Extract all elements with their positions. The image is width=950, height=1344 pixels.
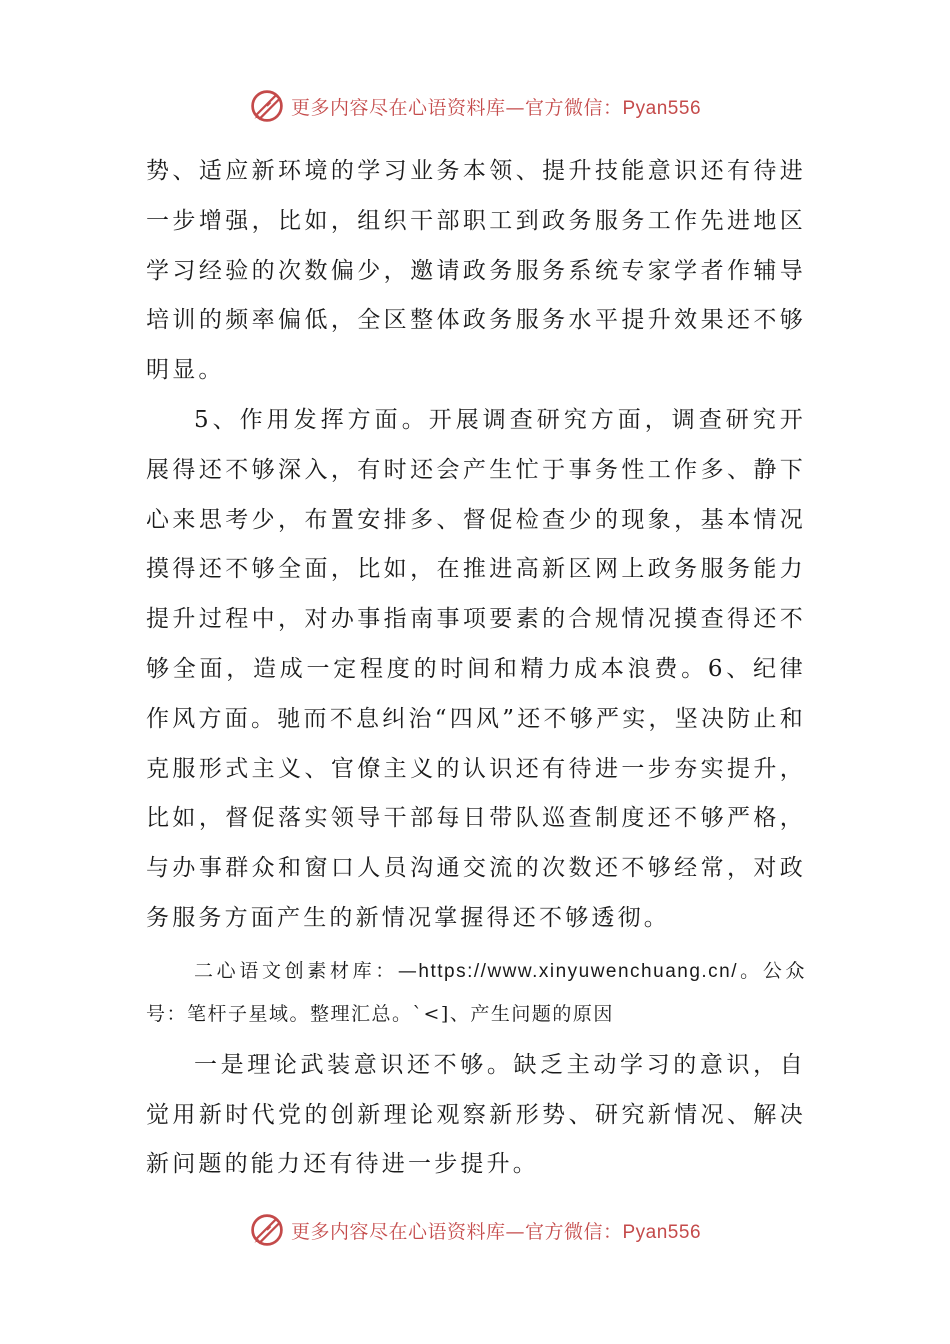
wechat-id: Pyan556 [622, 97, 702, 119]
pen-seal-logo-icon [249, 1212, 285, 1248]
wechat-id: Pyan556 [622, 1221, 702, 1243]
source-url: https://www.xinyuwenchuang.cn/ [418, 960, 739, 982]
document-body [146, 147, 806, 1190]
paragraph-continued: 势、适应新环境的学习业务本领、提升技能意识还有待进一步增强，比如，组织干部职工到政务服务工作先进地区学习经验的次数偏少，邀请政务服务系统专家学者作辅导培训的频率偏低，全区整体政务服务水平提升效果还不够明显。 [146, 158, 806, 384]
banner-text: 更多内容尽在心语资料库—官方微信：Pyan556 [290, 1220, 702, 1243]
banner-text: 更多内容尽在心语资料库—官方微信：Pyan556 [290, 96, 702, 119]
paragraph-cause-one: 一是理论武装意识还不够。缺乏主动学习的意识，自觉用新时代党的创新理论观察新形势、研究新情况、解决新问题的能力还有待进一步提升。 [146, 1051, 806, 1178]
source-note: 二心语文创素材库：—https://www.xinyuwenchuang.cn/。公众号：笔杆子星域。整理汇总。`<]、产生问题的原因 [146, 959, 806, 1025]
footer-banner [0, 1208, 950, 1252]
pen-seal-logo-icon [249, 88, 285, 124]
header-banner [0, 84, 950, 128]
paragraph-role-and-discipline: 5、作用发挥方面。开展调查研究方面，调查研究开展得还不够深入，有时还会产生忙于事务性工作多、静下心来思考少，布置安排多、督促检查少的现象，基本情况摸得还不够全面，比如，在推进高新区网上政务服务能力提升过程中，对办事指南事项要素的合规情况摸查得还不够全面，造成一定程度的时间和精力成本浪费。6、纪律作风方面。驰而不息纠治“四风”还不够严实，坚决防止和克服形式主义、官僚主义的认识还有待进一步夯实提升，比如，督促落实领导干部每日带队巡查制度还不够严格，与办事群众和窗口人员沟通交流的次数还不够经常，对政务服务方面产生的新情况掌握得还不够透彻。 [146, 406, 806, 931]
